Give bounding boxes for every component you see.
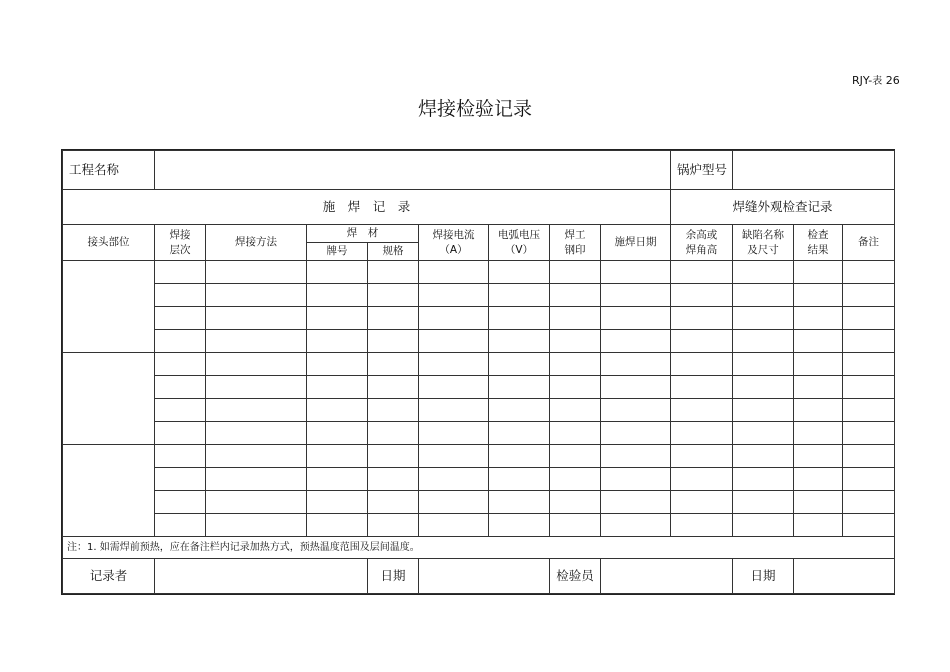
project-name-label: 工程名称 bbox=[63, 151, 155, 190]
defect-header: 缺陷名称 及尺寸 bbox=[733, 225, 794, 261]
data-cell[interactable] bbox=[206, 514, 307, 537]
joint-part-header: 接头部位 bbox=[63, 225, 155, 261]
data-cell[interactable] bbox=[419, 468, 489, 491]
data-cell[interactable] bbox=[307, 445, 368, 468]
table-row bbox=[63, 261, 895, 284]
data-cell[interactable] bbox=[206, 468, 307, 491]
data-cell[interactable] bbox=[368, 422, 419, 445]
data-cell[interactable] bbox=[671, 284, 733, 307]
data-cell[interactable] bbox=[671, 468, 733, 491]
data-cell[interactable] bbox=[843, 261, 895, 284]
table-row bbox=[63, 399, 895, 422]
data-cell[interactable] bbox=[206, 376, 307, 399]
data-cell[interactable] bbox=[489, 422, 550, 445]
data-cell[interactable] bbox=[733, 514, 794, 537]
material-header: 焊 材 bbox=[307, 225, 419, 243]
data-cell[interactable] bbox=[419, 422, 489, 445]
data-cell[interactable] bbox=[671, 491, 733, 514]
data-cell[interactable] bbox=[794, 399, 843, 422]
data-cell[interactable] bbox=[733, 330, 794, 353]
data-cell[interactable] bbox=[368, 514, 419, 537]
table-row bbox=[63, 284, 895, 307]
footer-row bbox=[63, 559, 895, 594]
result-header: 检查 结果 bbox=[794, 225, 843, 261]
data-cell[interactable] bbox=[733, 491, 794, 514]
data-cell[interactable] bbox=[601, 261, 671, 284]
data-cell[interactable] bbox=[155, 330, 206, 353]
data-cell[interactable] bbox=[368, 330, 419, 353]
data-cell[interactable] bbox=[671, 445, 733, 468]
joint-part-cell[interactable] bbox=[63, 261, 155, 353]
data-cell[interactable] bbox=[733, 261, 794, 284]
data-cell[interactable] bbox=[601, 330, 671, 353]
table-row bbox=[63, 422, 895, 445]
data-cell[interactable] bbox=[155, 353, 206, 376]
data-cell[interactable] bbox=[419, 376, 489, 399]
data-cell[interactable] bbox=[843, 514, 895, 537]
data-cell[interactable] bbox=[307, 514, 368, 537]
inspection-form bbox=[61, 149, 895, 595]
data-cell[interactable] bbox=[155, 307, 206, 330]
data-cell[interactable] bbox=[794, 261, 843, 284]
data-cell[interactable] bbox=[368, 399, 419, 422]
table-row bbox=[63, 330, 895, 353]
inspector-field[interactable] bbox=[601, 559, 733, 594]
data-cell[interactable] bbox=[206, 445, 307, 468]
data-cell[interactable] bbox=[601, 353, 671, 376]
data-cell[interactable] bbox=[843, 445, 895, 468]
data-cell[interactable] bbox=[794, 468, 843, 491]
data-cell[interactable] bbox=[419, 284, 489, 307]
data-cell[interactable] bbox=[307, 399, 368, 422]
data-cell[interactable] bbox=[489, 261, 550, 284]
data-cell[interactable] bbox=[550, 468, 601, 491]
note-row bbox=[63, 537, 895, 559]
data-cell[interactable] bbox=[843, 330, 895, 353]
data-cell[interactable] bbox=[419, 261, 489, 284]
data-cell[interactable] bbox=[155, 422, 206, 445]
data-cell[interactable] bbox=[368, 376, 419, 399]
data-cell[interactable] bbox=[489, 376, 550, 399]
data-cell[interactable] bbox=[794, 514, 843, 537]
data-cell[interactable] bbox=[155, 284, 206, 307]
weld-date-header: 施焊日期 bbox=[601, 225, 671, 261]
data-cell[interactable] bbox=[601, 376, 671, 399]
header-row-1 bbox=[63, 225, 895, 243]
data-cell[interactable] bbox=[489, 514, 550, 537]
boiler-model-field[interactable] bbox=[733, 151, 895, 190]
data-cell[interactable] bbox=[307, 468, 368, 491]
data-cell[interactable] bbox=[733, 284, 794, 307]
data-cell[interactable] bbox=[671, 330, 733, 353]
data-cell[interactable] bbox=[307, 422, 368, 445]
form-title: 焊接检验记录 bbox=[417, 98, 532, 120]
data-cell[interactable] bbox=[368, 261, 419, 284]
remarks-header: 备注 bbox=[843, 225, 895, 261]
data-cell[interactable] bbox=[307, 330, 368, 353]
data-cell[interactable] bbox=[155, 468, 206, 491]
data-cell[interactable] bbox=[671, 353, 733, 376]
data-cell[interactable] bbox=[489, 399, 550, 422]
data-cell[interactable] bbox=[155, 261, 206, 284]
table-row bbox=[63, 514, 895, 537]
data-cell[interactable] bbox=[550, 376, 601, 399]
data-cell[interactable] bbox=[794, 445, 843, 468]
data-cell[interactable] bbox=[794, 422, 843, 445]
data-cell[interactable] bbox=[368, 284, 419, 307]
data-cell[interactable] bbox=[489, 445, 550, 468]
data-cell[interactable] bbox=[671, 307, 733, 330]
data-cell[interactable] bbox=[671, 399, 733, 422]
data-cell[interactable] bbox=[206, 422, 307, 445]
data-cell[interactable] bbox=[794, 376, 843, 399]
joint-part-cell[interactable] bbox=[63, 353, 155, 445]
data-cell[interactable] bbox=[489, 284, 550, 307]
date-field-2[interactable] bbox=[794, 559, 895, 594]
data-cell[interactable] bbox=[601, 491, 671, 514]
data-cell[interactable] bbox=[794, 491, 843, 514]
recorder-label: 记录者 bbox=[63, 559, 155, 594]
project-name-field[interactable] bbox=[155, 151, 671, 190]
table-row bbox=[63, 445, 895, 468]
data-cell[interactable] bbox=[843, 468, 895, 491]
data-cell[interactable] bbox=[155, 376, 206, 399]
data-cell[interactable] bbox=[550, 307, 601, 330]
data-cell[interactable] bbox=[368, 445, 419, 468]
data-cell[interactable] bbox=[733, 422, 794, 445]
note-text: 注：1. 如需焊前预热，应在备注栏内记录加热方式，预热温度范围及层间温度。 bbox=[63, 537, 895, 559]
data-cell[interactable] bbox=[843, 284, 895, 307]
data-cell[interactable] bbox=[419, 330, 489, 353]
data-cell[interactable] bbox=[550, 330, 601, 353]
data-cell[interactable] bbox=[489, 491, 550, 514]
data-cell[interactable] bbox=[550, 284, 601, 307]
material-brand-header: 牌号 bbox=[307, 243, 368, 261]
data-cell[interactable] bbox=[307, 307, 368, 330]
form-code: RJY-表 26 bbox=[852, 74, 900, 87]
form-table bbox=[62, 150, 895, 594]
data-cell[interactable] bbox=[733, 445, 794, 468]
date-label-1: 日期 bbox=[368, 559, 419, 594]
data-cell[interactable] bbox=[550, 445, 601, 468]
boiler-model-label: 锅炉型号 bbox=[671, 151, 733, 190]
data-cell[interactable] bbox=[843, 422, 895, 445]
table-row bbox=[63, 491, 895, 514]
data-cell[interactable] bbox=[368, 491, 419, 514]
data-cell[interactable] bbox=[550, 399, 601, 422]
data-cell[interactable] bbox=[601, 422, 671, 445]
data-cell[interactable] bbox=[307, 491, 368, 514]
data-cell[interactable] bbox=[206, 353, 307, 376]
data-cell[interactable] bbox=[733, 307, 794, 330]
data-cell[interactable] bbox=[368, 307, 419, 330]
data-cell[interactable] bbox=[155, 491, 206, 514]
data-cell[interactable] bbox=[601, 284, 671, 307]
data-cell[interactable] bbox=[794, 307, 843, 330]
data-cell[interactable] bbox=[733, 376, 794, 399]
data-cell[interactable] bbox=[601, 307, 671, 330]
data-cell[interactable] bbox=[601, 445, 671, 468]
data-cell[interactable] bbox=[489, 353, 550, 376]
data-cell[interactable] bbox=[733, 468, 794, 491]
data-cell[interactable] bbox=[368, 353, 419, 376]
data-cell[interactable] bbox=[671, 514, 733, 537]
inspector-label: 检验员 bbox=[550, 559, 601, 594]
data-cell[interactable] bbox=[155, 399, 206, 422]
weld-layer-header: 焊接 层次 bbox=[155, 225, 206, 261]
data-cell[interactable] bbox=[419, 353, 489, 376]
data-cell[interactable] bbox=[206, 399, 307, 422]
data-cell[interactable] bbox=[489, 307, 550, 330]
section-row bbox=[63, 190, 895, 225]
table-row bbox=[63, 468, 895, 491]
data-cell[interactable] bbox=[419, 445, 489, 468]
data-cell[interactable] bbox=[843, 376, 895, 399]
data-cell[interactable] bbox=[206, 491, 307, 514]
data-cell[interactable] bbox=[419, 514, 489, 537]
data-cell[interactable] bbox=[155, 445, 206, 468]
date-field-1[interactable] bbox=[419, 559, 550, 594]
data-cell[interactable] bbox=[206, 307, 307, 330]
data-cell[interactable] bbox=[843, 353, 895, 376]
data-cell[interactable] bbox=[206, 330, 307, 353]
data-cell[interactable] bbox=[550, 491, 601, 514]
data-cell[interactable] bbox=[843, 399, 895, 422]
data-cell[interactable] bbox=[794, 284, 843, 307]
data-cell[interactable] bbox=[419, 399, 489, 422]
table-row bbox=[63, 376, 895, 399]
data-cell[interactable] bbox=[550, 261, 601, 284]
data-cell[interactable] bbox=[671, 261, 733, 284]
data-cell[interactable] bbox=[794, 330, 843, 353]
visual-inspection-heading: 焊缝外观检查记录 bbox=[671, 190, 895, 225]
data-cell[interactable] bbox=[368, 468, 419, 491]
table-row bbox=[63, 307, 895, 330]
data-cell[interactable] bbox=[733, 399, 794, 422]
data-cell[interactable] bbox=[550, 353, 601, 376]
weld-method-header: 焊接方法 bbox=[206, 225, 307, 261]
data-cell[interactable] bbox=[307, 353, 368, 376]
data-cell[interactable] bbox=[671, 376, 733, 399]
recorder-field[interactable] bbox=[155, 559, 368, 594]
data-cell[interactable] bbox=[489, 468, 550, 491]
data-cell[interactable] bbox=[419, 307, 489, 330]
data-cell[interactable] bbox=[489, 330, 550, 353]
data-cell[interactable] bbox=[794, 353, 843, 376]
welding-record-heading: 施 焊 记 录 bbox=[63, 190, 671, 225]
data-cell[interactable] bbox=[601, 514, 671, 537]
data-cell[interactable] bbox=[307, 284, 368, 307]
data-cell[interactable] bbox=[206, 261, 307, 284]
data-cell[interactable] bbox=[419, 491, 489, 514]
data-cell[interactable] bbox=[601, 399, 671, 422]
reinforcement-header: 余高或 焊角高 bbox=[671, 225, 733, 261]
data-cell[interactable] bbox=[843, 307, 895, 330]
data-cell[interactable] bbox=[733, 353, 794, 376]
data-cell[interactable] bbox=[550, 514, 601, 537]
material-spec-header: 规格 bbox=[368, 243, 419, 261]
data-cell[interactable] bbox=[550, 422, 601, 445]
data-cell[interactable] bbox=[307, 376, 368, 399]
current-header: 焊接电流 （A） bbox=[419, 225, 489, 261]
table-row bbox=[63, 353, 895, 376]
data-cell[interactable] bbox=[671, 422, 733, 445]
project-row bbox=[63, 151, 895, 190]
data-cell[interactable] bbox=[155, 514, 206, 537]
welder-stamp-header: 焊工 钢印 bbox=[550, 225, 601, 261]
joint-part-cell[interactable] bbox=[63, 445, 155, 537]
data-cell[interactable] bbox=[307, 261, 368, 284]
voltage-header: 电弧电压 （V） bbox=[489, 225, 550, 261]
data-cell[interactable] bbox=[601, 468, 671, 491]
date-label-2: 日期 bbox=[733, 559, 794, 594]
data-rows bbox=[63, 261, 895, 537]
data-cell[interactable] bbox=[206, 284, 307, 307]
data-cell[interactable] bbox=[843, 491, 895, 514]
